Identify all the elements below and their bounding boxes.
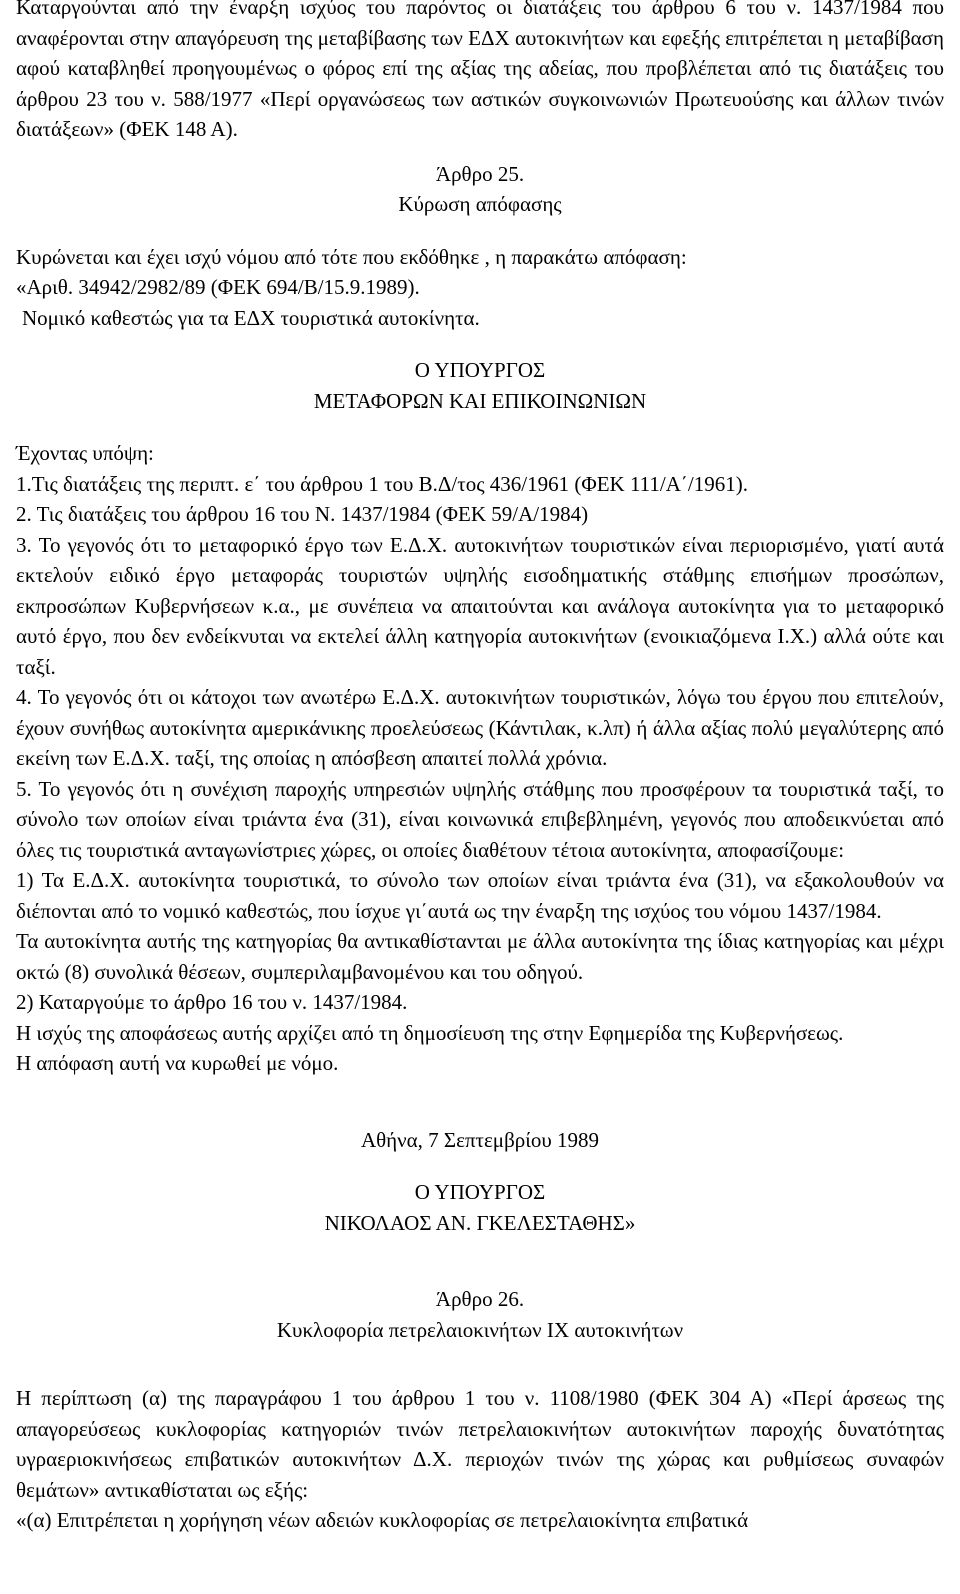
intro-paragraph: Καταργούνται από την έναρξη ισχύος του παρόντος οι διατάξεις του άρθρου 6 του ν. 1437/1984 που αναφέρονται στην απαγόρευση της μεταβίβασης των ΕΔΧ αυτοκινήτων και εφεξής επιτρέπεται η μεταβίβαση αφού καταβληθεί προηγουμένως ο φόρος επί της αξίας της αδείας, που προβλέπεται από τις διατάξεις του άρθρου 23 του ν. 588/1977 «Περί οργανώσεως των αστικών συγκοινωνιών Πρωτευούσης και άλλων τινών διατάξεων» (ΦΕΚ 148 Α). xyxy=(16,0,944,141)
article-25-title: Κύρωση απόφασης xyxy=(398,192,562,216)
minister-title: Ο ΥΠΟΥΡΓΟΣ xyxy=(414,358,546,382)
considering-heading: Έχοντας υπόψη: xyxy=(16,441,154,465)
article-26-paragraph-2: «(α) Επιτρέπεται η χορήγηση νέων αδειών κυκλοφορίας σε πετρελαιοκίνητα επιβατικά xyxy=(16,1508,749,1532)
considering-item-5: 5. Το γεγονός ότι η συνέχιση παροχής υπηρεσιών υψηλής στάθμης που προσφέρουν τα τουριστικά ταξί, το σύνολο των οποίων είναι τριάντα ένα (31), είναι κοινωνικά επιβεβλημένη, γεγονός που αποδεικνύεται από όλες τις τουριστικά ανταγωνίστριες χώρες, οι οποίες διαθέτουν τέτοια αυτοκίνητα, αποφασίζουμε: xyxy=(16,776,944,862)
article-25-number: Άρθρο 25. xyxy=(435,161,525,186)
signature-title: Ο ΥΠΟΥΡΓΟΣ xyxy=(414,1180,546,1204)
decision-1: 1) Τα Ε.Δ.Χ. αυτοκίνητα τουριστικά, το σύνολο των οποίων είναι τριάντα ένα (31), να εξακολουθούν να διέπονται από το νομικό καθεστώς, που ίσχυε γι΄αυτά ως την έναρξη της ισχύος του νόμου 1437/1984. xyxy=(16,868,944,923)
article-26-paragraph: Η περίπτωση (α) της παραγράφου 1 του άρθρου 1 του ν. 1108/1980 (ΦΕΚ 304 Α) «Περί άρσεως της απαγορεύσεως κυκλοφορίας κατηγοριών τινών πετρελαιοκινήτων αυτοκινήτων παροχής δυνατότητας υγραεριοκινήσεως επιβατικών αυτοκινήτων Δ.Χ. περιοχών τινών της χώρας και ρυθμίσεως συναφών θεμάτων» αντικαθίσταται ως εξής: xyxy=(16,1386,944,1502)
considering-item-2: 2. Τις διατάξεις του άρθρου 16 του Ν. 1437/1984 (ΦΕΚ 59/Α/1984) xyxy=(16,502,589,526)
validity-paragraph: Η ισχύς της αποφάσεως αυτής αρχίζει από τη δημοσίευση της στην Εφημερίδα της Κυβερνήσεως. xyxy=(16,1020,844,1045)
place-date: Αθήνα, 7 Σεπτεμβρίου 1989 xyxy=(360,1127,600,1152)
decision-subject-line: Νομικό καθεστώς για τα ΕΔΧ τουριστικά αυτοκίνητα. xyxy=(22,305,480,330)
signature-name: ΝΙΚΟΛΑΟΣ ΑΝ. ΓΚΕΛΕΣΤΑΘΗΣ» xyxy=(324,1210,636,1235)
decision-number-line: «Αριθ. 34942/2982/89 (ΦΕΚ 694/Β/15.9.1989). xyxy=(16,275,420,299)
decision-1-continued: Τα αυτοκίνητα αυτής της κατηγορίας θα αντικαθίστανται με άλλα αυτοκίνητα της ίδιας κατηγορίας και μέχρι οκτώ (8) συνολικά θέσεων, συμπεριλαμβανομένου και του οδηγού. xyxy=(16,929,944,984)
considering-item-3: 3. Το γεγονός ότι το μεταφορικό έργο των Ε.Δ.Χ. αυτοκινήτων τουριστικών είναι περιορισμένο, γιατί αυτά εκτελούν ειδικό έργο μεταφοράς τουριστών υψηλής εισοδηματικής στάθμης επισήμων προσώπων, εκπροσώπων Κυβερνήσεων κ.α., με συνέπεια να απαιτούνται και ανάλογα αυτοκίνητα για το μεταφορικό αυτό έργο, που δεν ενδείκνυται να εκτελεί άλλη κατηγορία αυτοκινήτων (ενοικιαζόμενα Ι.Χ.) αλλά ούτε και ταξί. xyxy=(16,532,944,679)
considering-item-4: 4. Το γεγονός ότι οι κάτοχοι των ανωτέρω Ε.Δ.Χ. αυτοκινήτων τουριστικών, λόγω του έργου που επιτελούν, έχουν συνήθως αυτοκίνητα αμερικάνικης προελεύσεως (Κάντιλακ, κ.λπ) ή άλλα αξίας πολύ μεγαλύτερης από εκείνη των Ε.Δ.Χ. ταξί, της οποίας η απόσβεση απαιτεί πολλά χρόνια. xyxy=(16,685,944,770)
ministry-name: ΜΕΤΑΦΟΡΩΝ ΚΑΙ ΕΠΙΚΟΙΝΩΝΙΩΝ xyxy=(313,388,647,413)
considering-item-1: 1.Τις διατάξεις της περιπτ. ε΄ του άρθρου 1 του Β.Δ/τος 436/1961 (ΦΕΚ 111/Α΄/1961). xyxy=(16,471,748,496)
decision-2: 2) Καταργούμε το άρθρο 16 του ν. 1437/1984. xyxy=(16,990,408,1014)
ratification-line: Κυρώνεται και έχει ισχύ νόμου από τότε που εκδόθηκε , η παρακάτω απόφαση: xyxy=(16,244,687,269)
ratify-line: Η απόφαση αυτή να κυρωθεί με νόμο. xyxy=(16,1051,339,1075)
article-26-title: Κυκλοφορία πετρελαιοκινήτων ΙΧ αυτοκινήτων xyxy=(276,1317,684,1342)
article-26-number: Άρθρο 26. xyxy=(435,1287,525,1311)
